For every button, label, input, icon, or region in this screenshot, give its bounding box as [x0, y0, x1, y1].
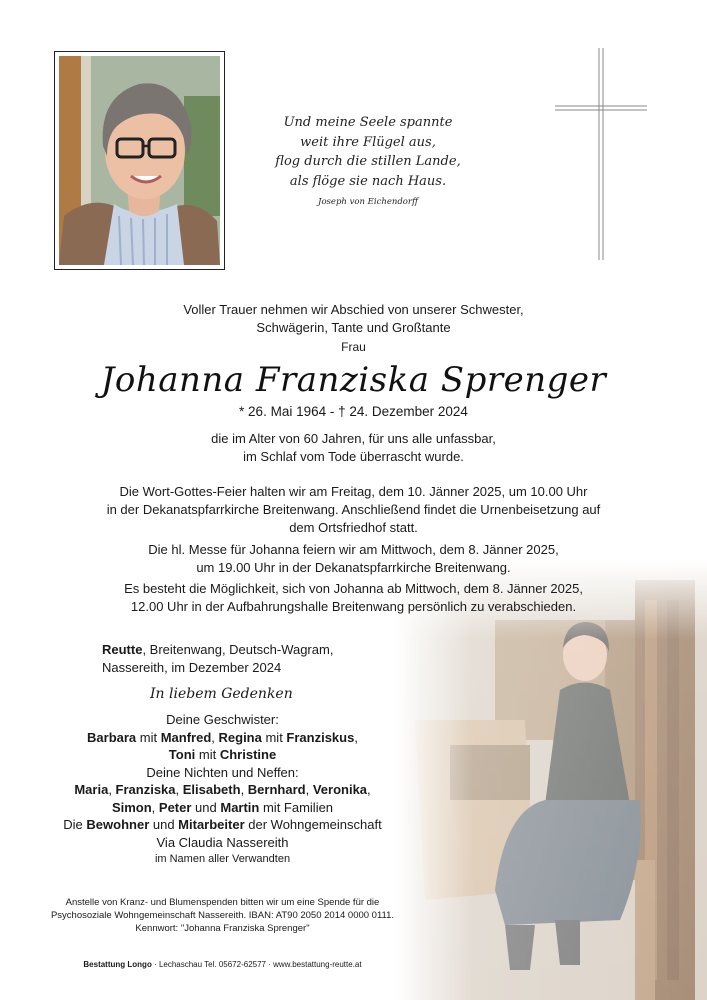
family-list	[50, 711, 395, 869]
portrait-photo-frame	[54, 51, 225, 270]
salutation: Frau	[341, 340, 366, 354]
donation-note	[30, 896, 415, 935]
intro-line: Voller Trauer nehmen wir Abschied von unserer Schwester,	[183, 302, 524, 317]
gedenken-heading: In liebem Gedenken	[150, 686, 293, 702]
service-line: dem Ortsfriedhof statt.	[289, 520, 418, 535]
nieces-label: Deine Nichten und Neffen:	[146, 764, 299, 780]
residents-line: Die Bewohner und Mitarbeiter der Wohngemeinschaft	[63, 817, 382, 832]
poem-line: weit ihre Flügel aus,	[300, 134, 436, 150]
footer-contact: · Lechaschau Tel. 05672-62577 · www.bestattung-reutte.at	[151, 960, 362, 969]
poem-line: Und meine Seele spannte	[283, 115, 453, 130]
donation-line: Psychosoziale Wohngemeinschaft Nassereith. IBAN: AT90 2050 2014 0000 0111.	[50, 910, 395, 921]
place-rest: , Breitenwang, Deutsch-Wagram,	[142, 642, 334, 657]
nieces-line-1: Maria, Franziska, Elisabeth, Bernhard, Veronika,	[74, 782, 371, 797]
siblings-label: Deine Geschwister:	[166, 712, 279, 727]
poem-author: Joseph von Eichendorff	[318, 197, 418, 207]
footer-company: Bestattung Longo	[83, 960, 152, 969]
poem-line: flog durch die stillen Lande,	[275, 154, 461, 169]
donation-line: Anstelle von Kranz- und Blumenspenden bitten wir um eine Spende für die	[65, 897, 380, 908]
nieces-line-2: Simon, Peter und Martin mit Familien	[111, 799, 334, 815]
service-line: Die hl. Messe für Johanna feiern wir am Mittwoch, dem 8. Jänner 2025,	[148, 542, 559, 557]
place-and-date	[102, 641, 333, 677]
life-dates: * 26. Mai 1964 - † 24. Dezember 2024	[239, 404, 468, 419]
deceased-name: Johanna Franziska Sprenger	[100, 360, 607, 400]
siblings-line-1: Barbara mit Manfred, Regina mit Franziskus,	[87, 729, 358, 745]
donation-line: Kennwort: "Johanna Franziska Sprenger"	[135, 923, 310, 934]
service-line: in der Dekanatspfarrkirche Breitenwang. Anschließend findet die Urnenbeisetzung auf	[106, 502, 601, 517]
service-paragraph-3	[0, 580, 707, 616]
age-text	[0, 430, 707, 466]
organ-illustration	[395, 560, 707, 1000]
portrait-photo	[59, 56, 220, 265]
age-line: die im Alter von 60 Jahren, für uns alle unfassbar,	[211, 431, 496, 446]
intro-line: Schwägerin, Tante und Großtante	[256, 320, 451, 335]
organ-player-photo	[395, 560, 707, 1000]
service-line: Die Wort-Gottes-Feier halten wir am Freitag, dem 10. Jänner 2025, um 10.00 Uhr	[119, 484, 588, 499]
siblings-line-2: Toni mit Christine	[168, 747, 277, 762]
cross-icon	[555, 48, 647, 260]
place-line2: Nassereith, im Dezember 2024	[102, 660, 282, 675]
service-line: 12.00 Uhr in der Aufbahrungshalle Breitenwang persönlich zu verabschieden.	[130, 599, 577, 614]
place-bold: Reutte	[102, 642, 143, 657]
service-line: um 19.00 Uhr in der Dekanatspfarrkirche Breitenwang.	[196, 560, 511, 575]
relatives-line: im Namen aller Verwandten	[154, 853, 291, 865]
footer	[30, 960, 415, 969]
service-line: Es besteht die Möglichkeit, sich von Johanna ab Mittwoch, dem 8. Jänner 2025,	[124, 581, 583, 596]
poem	[268, 113, 468, 213]
address-line: Via Claudia Nassereith	[156, 834, 289, 850]
age-line: im Schlaf vom Tode überrascht wurde.	[243, 449, 464, 464]
service-paragraph-2	[0, 541, 707, 577]
poem-line: als flöge sie nach Haus.	[289, 173, 447, 189]
portrait-illustration	[59, 56, 220, 265]
intro-text	[0, 301, 707, 337]
service-paragraph-1	[80, 483, 627, 537]
